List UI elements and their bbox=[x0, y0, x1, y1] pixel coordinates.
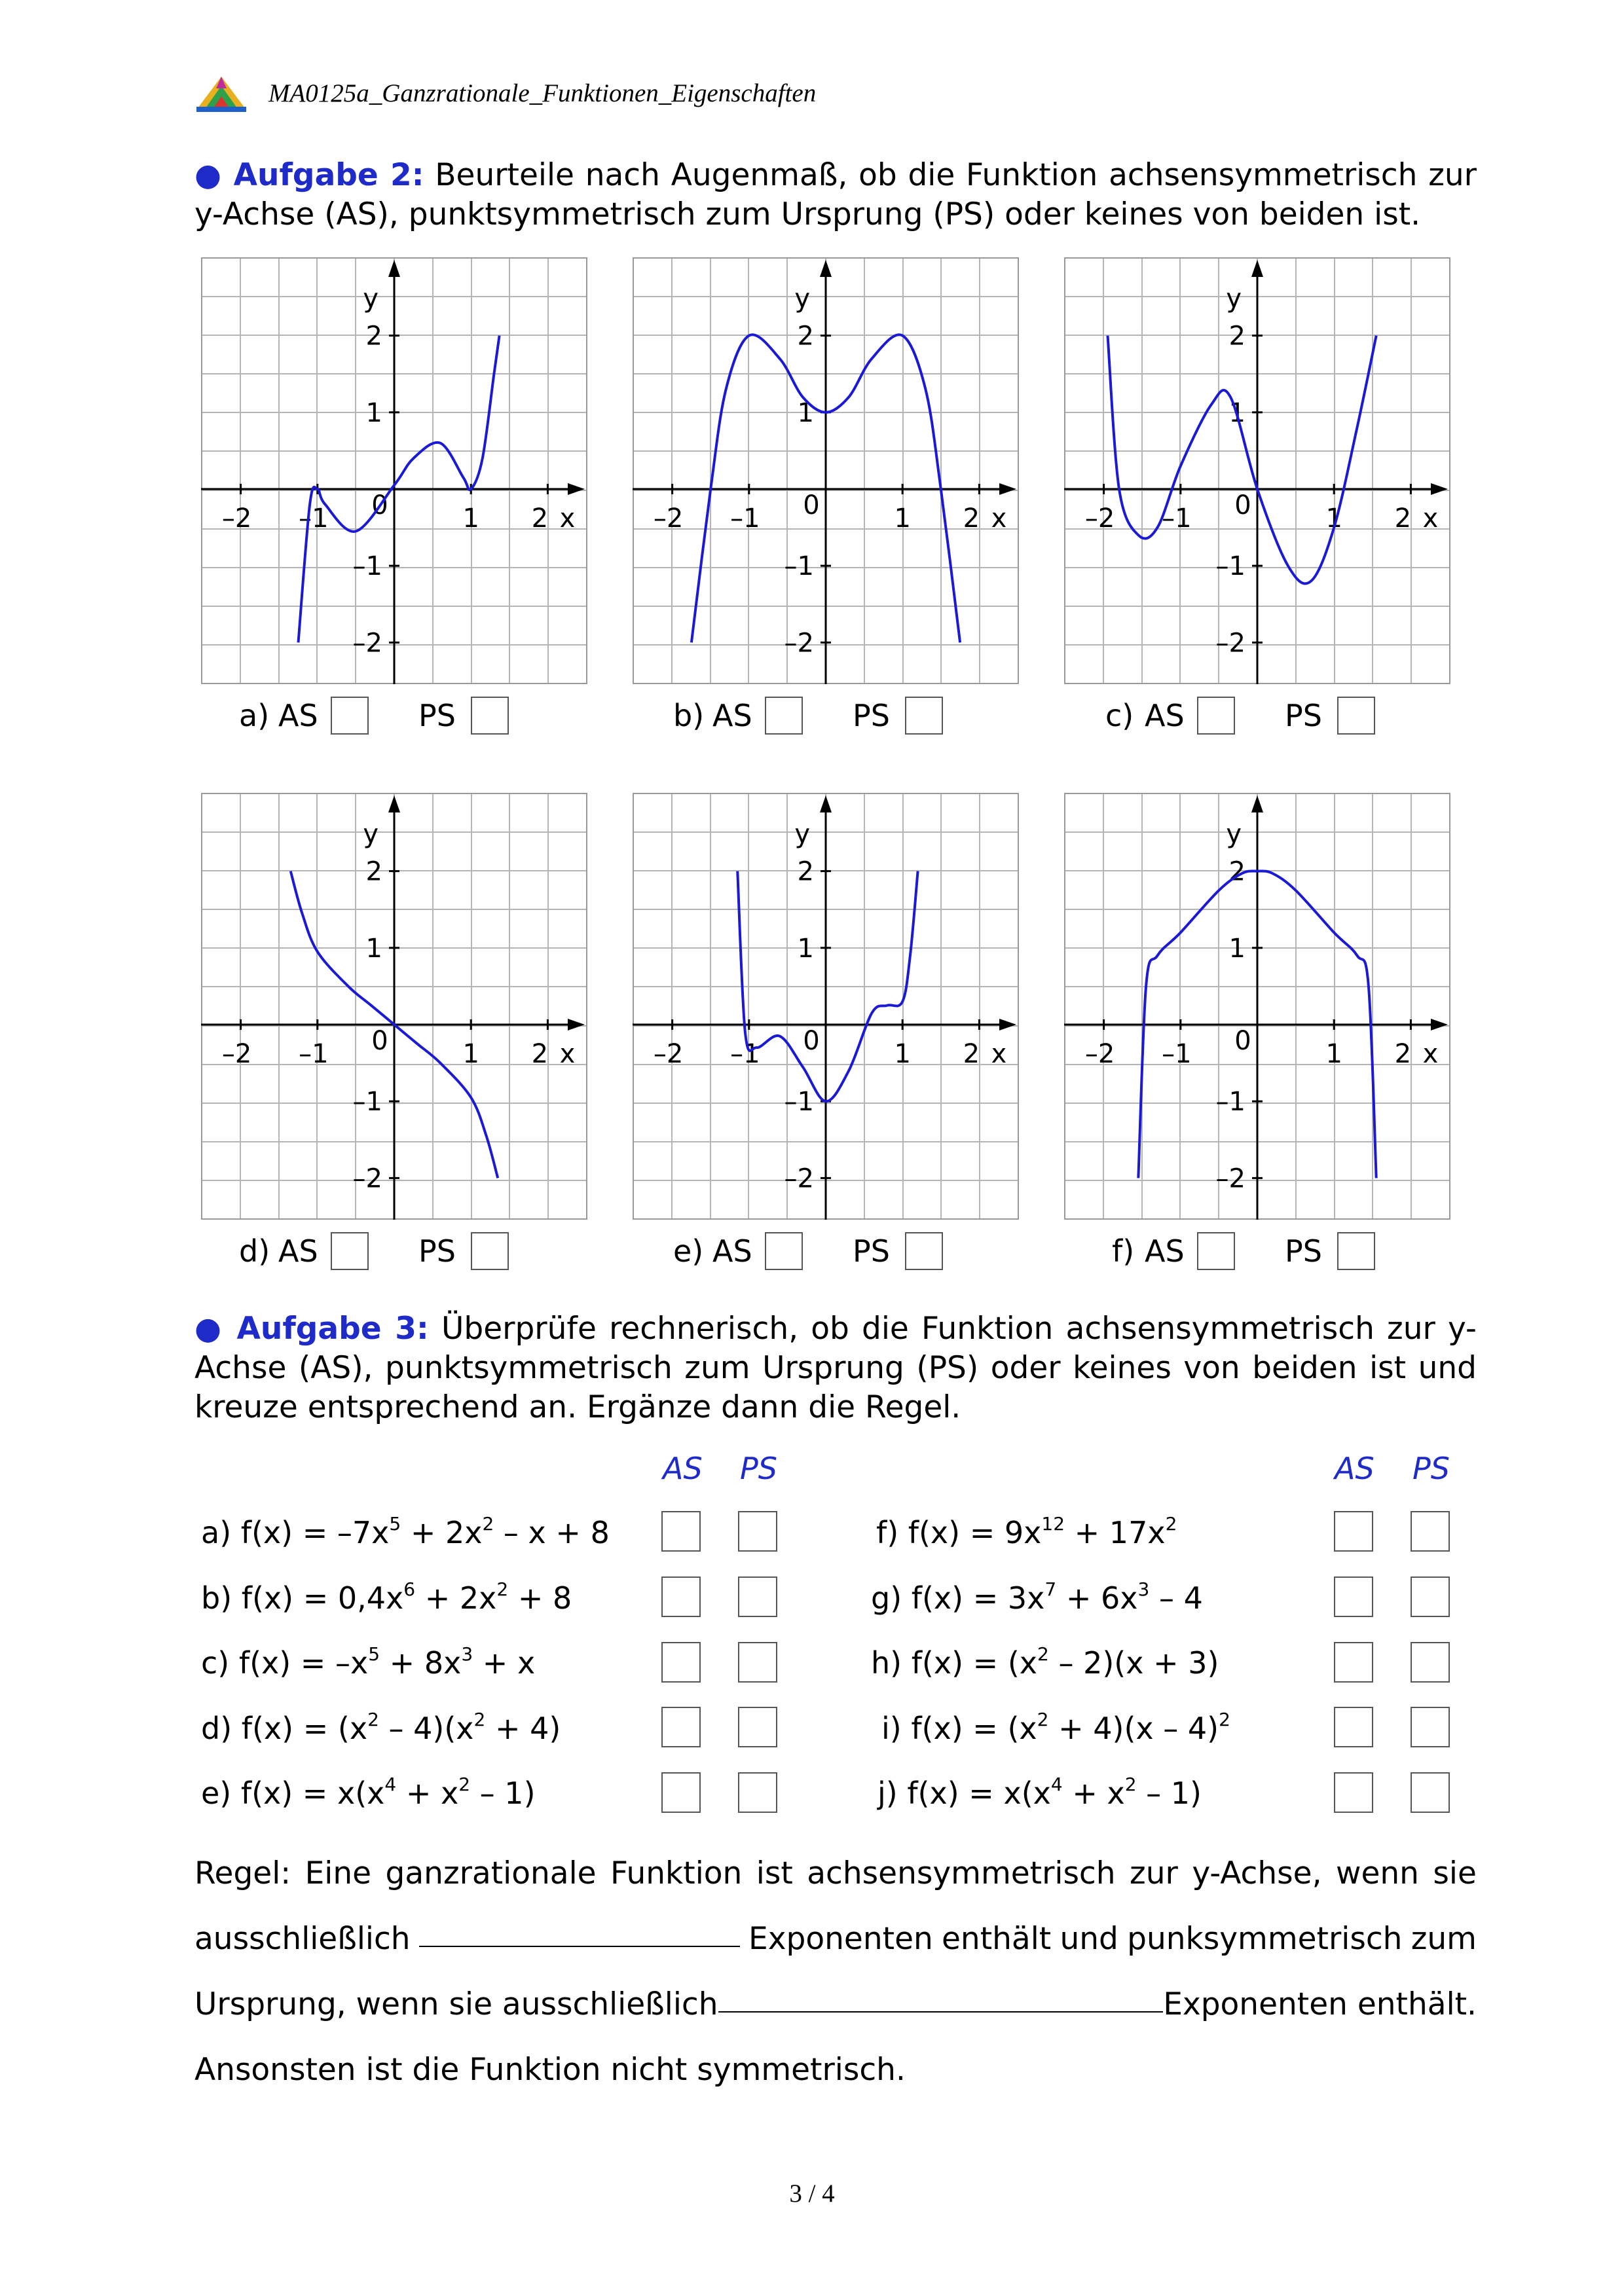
task2-bullet: ● bbox=[194, 157, 223, 193]
x-axis-label: x bbox=[559, 503, 576, 534]
graph-e-answer bbox=[673, 1232, 943, 1270]
x-axis-arrow bbox=[1431, 483, 1448, 495]
x-tick-label: –2 bbox=[653, 503, 684, 534]
graph-b-label: b) bbox=[673, 698, 705, 733]
graph-c-ps-checkbox[interactable] bbox=[1337, 697, 1375, 735]
equation-j-as-checkbox[interactable] bbox=[1334, 1772, 1373, 1813]
y-tick-label: –2 bbox=[352, 1163, 382, 1194]
task3-body: Überprüfe rechnerisch, ob die Funktion achsensymmetrisch zur y-Achse (AS), punktsymmetrisch zum Ursprung (PS) oder keines von beiden ist und kreuze entsprechend an. Ergänze dann die Regel. bbox=[194, 1311, 1477, 1425]
x-tick-label: 0 bbox=[371, 1026, 388, 1056]
graph-svg bbox=[1064, 257, 1450, 684]
rule-text bbox=[194, 1841, 1477, 2103]
graph-a-label: a) bbox=[239, 698, 270, 733]
y-tick-label: –1 bbox=[352, 1087, 382, 1118]
y-tick-label: 1 bbox=[1228, 397, 1246, 428]
x-axis-label: x bbox=[991, 1039, 1007, 1069]
x-tick-label: –1 bbox=[299, 1039, 329, 1069]
graph-svg bbox=[1064, 793, 1450, 1220]
equation-g-ps-checkbox[interactable] bbox=[1411, 1576, 1450, 1617]
x-tick-label: 2 bbox=[1394, 1039, 1412, 1069]
x-axis-label: x bbox=[991, 503, 1007, 534]
equation-f-ps-checkbox[interactable] bbox=[1411, 1511, 1450, 1552]
graph-e-label: e) bbox=[673, 1233, 704, 1269]
ps-label: PS bbox=[418, 1233, 456, 1269]
rule-blank-1[interactable] bbox=[419, 1906, 740, 1947]
x-tick-label: 2 bbox=[963, 1039, 980, 1069]
graph-e-ps-checkbox[interactable] bbox=[905, 1232, 943, 1270]
equation-f: f) $f(x) = 9x^{12} + 17x^2$ bbox=[876, 1513, 1177, 1550]
function-curve bbox=[1108, 336, 1376, 584]
equation-b-as-checkbox[interactable] bbox=[661, 1576, 701, 1617]
x-tick-label: –2 bbox=[221, 503, 252, 534]
graph-c-label: c) bbox=[1105, 698, 1134, 733]
y-axis-arrow bbox=[820, 260, 832, 277]
equation-i: i) $f(x) = (x^2 + 4)(x - 4)^2$ bbox=[881, 1709, 1230, 1746]
graph-f-label: f) bbox=[1112, 1233, 1135, 1269]
x-tick-label: 1 bbox=[894, 1039, 911, 1069]
y-tick-label: 2 bbox=[365, 321, 382, 352]
as-label: AS bbox=[278, 698, 318, 733]
graph-svg bbox=[633, 793, 1019, 1220]
graph-d-ps-checkbox[interactable] bbox=[471, 1232, 509, 1270]
x-tick-label: 1 bbox=[1325, 503, 1342, 534]
y-tick-label: –1 bbox=[1215, 551, 1246, 582]
y-tick-label: –2 bbox=[784, 1163, 814, 1194]
x-tick-label: 2 bbox=[531, 1039, 549, 1069]
col-header-as: AS bbox=[1335, 1451, 1375, 1486]
graph-c-as-checkbox[interactable] bbox=[1197, 697, 1235, 735]
header-title: MA0125a_Ganzrationale_Funktionen_Eigenschaften bbox=[268, 79, 817, 107]
y-tick-label: –2 bbox=[352, 628, 382, 659]
x-tick-label: 2 bbox=[531, 503, 549, 534]
y-tick-label: –2 bbox=[784, 628, 814, 659]
x-axis-arrow bbox=[999, 1019, 1016, 1030]
y-axis-arrow bbox=[388, 260, 400, 277]
col-header-as: AS bbox=[663, 1451, 703, 1486]
equation-i-as-checkbox[interactable] bbox=[1334, 1707, 1373, 1747]
logo-icon bbox=[196, 74, 246, 112]
equation-g-as-checkbox[interactable] bbox=[1334, 1576, 1373, 1617]
x-tick-label: 0 bbox=[803, 490, 820, 520]
x-tick-label: 1 bbox=[462, 1039, 479, 1069]
y-tick-label: –2 bbox=[1215, 1163, 1246, 1194]
graph-f-answer bbox=[1112, 1232, 1375, 1270]
x-tick-label: –2 bbox=[653, 1039, 684, 1069]
y-axis-label: y bbox=[363, 819, 378, 849]
y-tick-label: 2 bbox=[797, 321, 814, 352]
equation-j: j) $f(x) = x(x^4 + x^2 - 1)$ bbox=[877, 1774, 1202, 1811]
y-tick-label: 2 bbox=[797, 856, 814, 887]
graph-f bbox=[1064, 793, 1450, 1220]
graph-svg bbox=[201, 793, 587, 1220]
graph-c-answer bbox=[1105, 697, 1375, 735]
x-axis-label: x bbox=[1422, 1039, 1439, 1069]
y-axis-label: y bbox=[794, 283, 810, 314]
y-axis-arrow bbox=[388, 795, 400, 812]
graph-a-answer bbox=[239, 697, 509, 735]
x-axis-label: x bbox=[1422, 503, 1439, 534]
graph-b-ps-checkbox[interactable] bbox=[905, 697, 943, 735]
task2-text bbox=[194, 156, 1477, 234]
y-axis-label: y bbox=[1226, 819, 1242, 849]
equation-i-ps-checkbox[interactable] bbox=[1411, 1707, 1450, 1747]
x-tick-label: –2 bbox=[1084, 1039, 1115, 1069]
x-axis-arrow bbox=[568, 1019, 585, 1030]
task2-label: Aufgabe 2: bbox=[233, 157, 424, 193]
graph-d-label: d) bbox=[239, 1233, 270, 1269]
task2-body: Beurteile nach Augenmaß, ob die Funktion achsensymmetrisch zur y-Achse (AS), punktsymmetrisch zum Ursprung (PS) oder keines von beiden ist. bbox=[194, 157, 1477, 232]
equation-c-ps-checkbox[interactable] bbox=[738, 1642, 777, 1683]
equation-c: c) $f(x) = -x^5 + 8x^3 + x$ bbox=[201, 1643, 536, 1681]
ps-label: PS bbox=[1285, 1233, 1322, 1269]
graph-b-answer bbox=[673, 697, 943, 735]
task3-bullet: ● bbox=[194, 1311, 225, 1347]
x-tick-label: 1 bbox=[894, 503, 911, 534]
header bbox=[196, 73, 816, 113]
y-tick-label: 1 bbox=[797, 397, 814, 428]
graph-f-ps-checkbox[interactable] bbox=[1337, 1232, 1375, 1270]
as-label: AS bbox=[1145, 1233, 1185, 1269]
rule-line-2: ausschließlich Exponenten enthält und punksymmetrisch zum bbox=[194, 1906, 1477, 1972]
equation-e: e) $f(x) = x(x^4 + x^2 - 1)$ bbox=[201, 1774, 536, 1811]
y-axis-arrow bbox=[1251, 795, 1263, 812]
equation-e-as-checkbox[interactable] bbox=[661, 1772, 701, 1813]
y-tick-label: –1 bbox=[784, 1087, 814, 1118]
x-tick-label: 0 bbox=[803, 1026, 820, 1056]
task3-label: Aufgabe 3: bbox=[236, 1311, 429, 1347]
equation-h-ps-checkbox[interactable] bbox=[1411, 1642, 1450, 1683]
x-tick-label: 0 bbox=[1234, 1026, 1251, 1056]
equation-f-as-checkbox[interactable] bbox=[1334, 1511, 1373, 1552]
graph-d bbox=[201, 793, 587, 1220]
graph-svg bbox=[201, 257, 587, 684]
x-tick-label: –1 bbox=[1162, 503, 1192, 534]
as-label: AS bbox=[278, 1233, 318, 1269]
y-tick-label: 1 bbox=[365, 397, 382, 428]
x-tick-label: 0 bbox=[371, 490, 388, 520]
equation-d-as-checkbox[interactable] bbox=[661, 1707, 701, 1747]
y-axis-arrow bbox=[1251, 260, 1263, 277]
x-tick-label: –1 bbox=[1162, 1039, 1192, 1069]
graph-a-as-checkbox[interactable] bbox=[331, 697, 369, 735]
x-axis-arrow bbox=[1431, 1019, 1448, 1030]
y-tick-label: 2 bbox=[1228, 321, 1246, 352]
y-tick-label: 2 bbox=[365, 856, 382, 887]
y-tick-label: –1 bbox=[1215, 1087, 1246, 1118]
y-axis-label: y bbox=[363, 283, 378, 314]
equation-c-as-checkbox[interactable] bbox=[661, 1642, 701, 1683]
equation-e-ps-checkbox[interactable] bbox=[738, 1772, 777, 1813]
as-label: AS bbox=[712, 1233, 752, 1269]
rule-line-4: Ansonsten ist die Funktion nicht symmetrisch. bbox=[194, 2052, 906, 2088]
equation-a: a) $f(x) = -7x^5 + 2x^2 - x + 8$ bbox=[201, 1513, 610, 1550]
x-tick-label: –1 bbox=[299, 503, 329, 534]
x-tick-label: –1 bbox=[730, 503, 760, 534]
y-tick-label: –1 bbox=[352, 551, 382, 582]
x-tick-label: 1 bbox=[1325, 1039, 1342, 1069]
y-axis-label: y bbox=[1226, 283, 1242, 314]
equation-h: h) $f(x) = (x^2 - 2)(x + 3)$ bbox=[871, 1643, 1219, 1681]
x-axis-arrow bbox=[999, 483, 1016, 495]
ps-label: PS bbox=[418, 698, 456, 733]
x-axis-arrow bbox=[568, 483, 585, 495]
col-header-ps: PS bbox=[740, 1451, 777, 1486]
y-tick-label: –1 bbox=[784, 551, 814, 582]
graph-f-as-checkbox[interactable] bbox=[1197, 1232, 1235, 1270]
equation-h-as-checkbox[interactable] bbox=[1334, 1642, 1373, 1683]
graph-e bbox=[633, 793, 1019, 1220]
x-tick-label: –1 bbox=[730, 1039, 760, 1069]
graph-d-as-checkbox[interactable] bbox=[331, 1232, 369, 1270]
x-tick-label: –2 bbox=[221, 1039, 252, 1069]
as-label: AS bbox=[1145, 698, 1185, 733]
x-axis-label: x bbox=[559, 1039, 576, 1069]
rule-line-3: Ursprung, wenn sie ausschließlich Exponenten enthält. bbox=[194, 1972, 1477, 2037]
y-tick-label: –2 bbox=[1215, 628, 1246, 659]
rule-line-1: Regel: Eine ganzrationale Funktion ist achsensymmetrisch zur y-Achse, wenn sie bbox=[194, 1855, 1477, 1891]
graph-a-ps-checkbox[interactable] bbox=[471, 697, 509, 735]
equation-j-ps-checkbox[interactable] bbox=[1411, 1772, 1450, 1813]
y-tick-label: 1 bbox=[1228, 933, 1246, 964]
graph-e-as-checkbox[interactable] bbox=[765, 1232, 803, 1270]
x-tick-label: –2 bbox=[1084, 503, 1115, 534]
x-tick-label: 2 bbox=[1394, 503, 1412, 534]
ps-label: PS bbox=[1285, 698, 1322, 733]
y-tick-label: 2 bbox=[1228, 856, 1246, 887]
graph-svg bbox=[633, 257, 1019, 684]
graph-b bbox=[633, 257, 1019, 684]
graph-a bbox=[201, 257, 587, 684]
equation-b-ps-checkbox[interactable] bbox=[738, 1576, 777, 1617]
y-axis-label: y bbox=[794, 819, 810, 849]
x-tick-label: 1 bbox=[462, 503, 479, 534]
graph-c bbox=[1064, 257, 1450, 684]
y-axis-arrow bbox=[820, 795, 832, 812]
ps-label: PS bbox=[853, 698, 890, 733]
graph-b-as-checkbox[interactable] bbox=[765, 697, 803, 735]
x-tick-label: 2 bbox=[963, 503, 980, 534]
graph-d-answer bbox=[239, 1232, 509, 1270]
y-tick-label: 1 bbox=[797, 933, 814, 964]
equation-a-ps-checkbox[interactable] bbox=[738, 1511, 777, 1552]
equation-g: g) $f(x) = 3x^7 + 6x^3 - 4$ bbox=[871, 1578, 1203, 1616]
y-tick-label: 1 bbox=[365, 933, 382, 964]
x-tick-label: 0 bbox=[1234, 490, 1251, 520]
equation-b: b) $f(x) = 0,4x^6 + 2x^2 + 8$ bbox=[201, 1578, 572, 1616]
ps-label: PS bbox=[853, 1233, 890, 1269]
equation-d-ps-checkbox[interactable] bbox=[738, 1707, 777, 1747]
rule-blank-2[interactable] bbox=[718, 1972, 1164, 2013]
equation-d: d) $f(x) = (x^2 - 4)(x^2 + 4)$ bbox=[201, 1709, 561, 1746]
page-number: 3 / 4 bbox=[789, 2179, 835, 2208]
as-label: AS bbox=[712, 698, 752, 733]
task3-text bbox=[194, 1309, 1477, 1427]
col-header-ps: PS bbox=[1412, 1451, 1450, 1486]
equation-a-as-checkbox[interactable] bbox=[661, 1511, 701, 1552]
